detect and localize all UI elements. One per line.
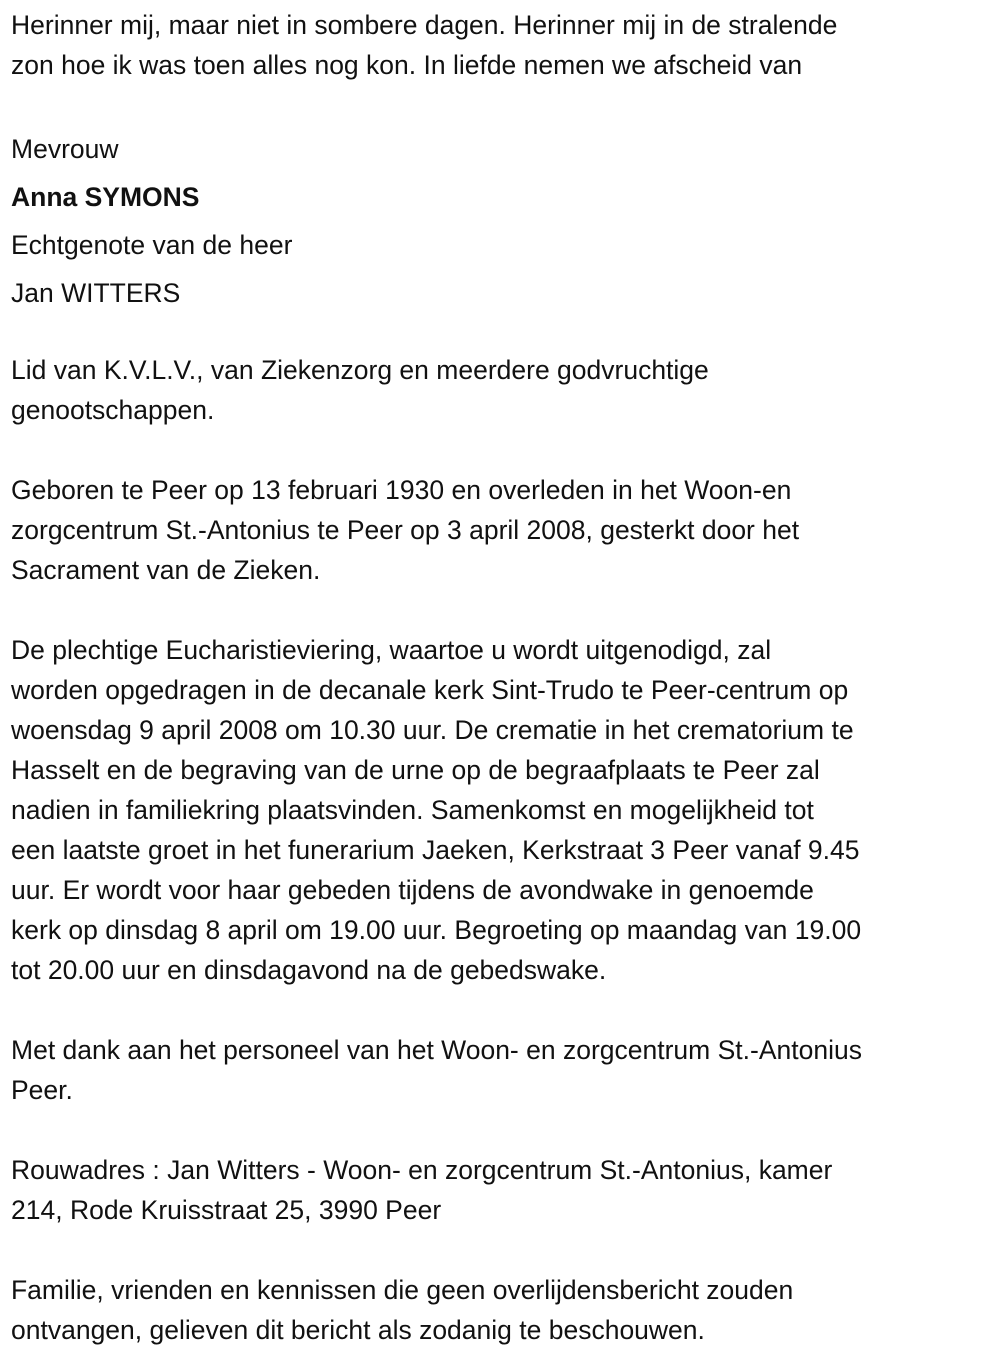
text-line: Herinner mij, maar niet in sombere dagen. Herinner mij in de stralende	[11, 10, 838, 40]
closing-paragraph	[11, 1270, 1000, 1350]
deceased-block	[11, 125, 1000, 317]
thanks-paragraph	[11, 1030, 1000, 1110]
text-line: Peer.	[11, 1075, 73, 1105]
address-paragraph	[11, 1150, 1000, 1230]
text-line: Lid van K.V.L.V., van Ziekenzorg en meerdere godvruchtige	[11, 355, 709, 385]
text-line: 214, Rode Kruisstraat 25, 3990 Peer	[11, 1195, 442, 1225]
text-line: Geboren te Peer op 13 februari 1930 en overleden in het Woon-en	[11, 475, 792, 505]
text-line: genootschappen.	[11, 395, 215, 425]
text-line: Rouwadres : Jan Witters - Woon- en zorgcentrum St.-Antonius, kamer	[11, 1155, 833, 1185]
text-line: woensdag 9 april 2008 om 10.30 uur. De crematie in het crematorium te	[11, 715, 854, 745]
text-line: De plechtige Eucharistieviering, waartoe u wordt uitgenodigd, zal	[11, 635, 772, 665]
deceased-relation: Echtgenote van de heer	[11, 230, 293, 260]
text-line: een laatste groet in het funerarium Jaeken, Kerkstraat 3 Peer vanaf 9.45	[11, 835, 860, 865]
deceased-title: Mevrouw	[11, 134, 119, 164]
text-line: Familie, vrienden en kennissen die geen overlijdensbericht zouden	[11, 1275, 794, 1305]
intro-paragraph	[11, 5, 1000, 85]
deceased-name: Anna SYMONS	[11, 182, 200, 212]
membership-paragraph	[11, 350, 1000, 430]
text-line: uur. Er wordt voor haar gebeden tijdens de avondwake in genoemde	[11, 875, 814, 905]
text-line: kerk op dinsdag 8 april om 19.00 uur. Begroeting op maandag van 19.00	[11, 915, 862, 945]
text-line: worden opgedragen in de decanale kerk Sint-Trudo te Peer-centrum op	[11, 675, 849, 705]
ceremony-paragraph	[11, 630, 1000, 990]
text-line: ontvangen, gelieven dit bericht als zodanig te beschouwen.	[11, 1315, 705, 1345]
text-line: nadien in familiekring plaatsvinden. Samenkomst en mogelijkheid tot	[11, 795, 814, 825]
text-line: tot 20.00 uur en dinsdagavond na de gebedswake.	[11, 955, 607, 985]
text-line: Met dank aan het personeel van het Woon- en zorgcentrum St.-Antonius	[11, 1035, 862, 1065]
text-line: zorgcentrum St.-Antonius te Peer op 3 april 2008, gesterkt door het	[11, 515, 800, 545]
spouse-name: Jan WITTERS	[11, 278, 181, 308]
text-line: Hasselt en de begraving van de urne op de begraafplaats te Peer zal	[11, 755, 820, 785]
text-line: Sacrament van de Zieken.	[11, 555, 321, 585]
birth-death-paragraph	[11, 470, 1000, 590]
text-line: zon hoe ik was toen alles nog kon. In liefde nemen we afscheid van	[11, 50, 803, 80]
